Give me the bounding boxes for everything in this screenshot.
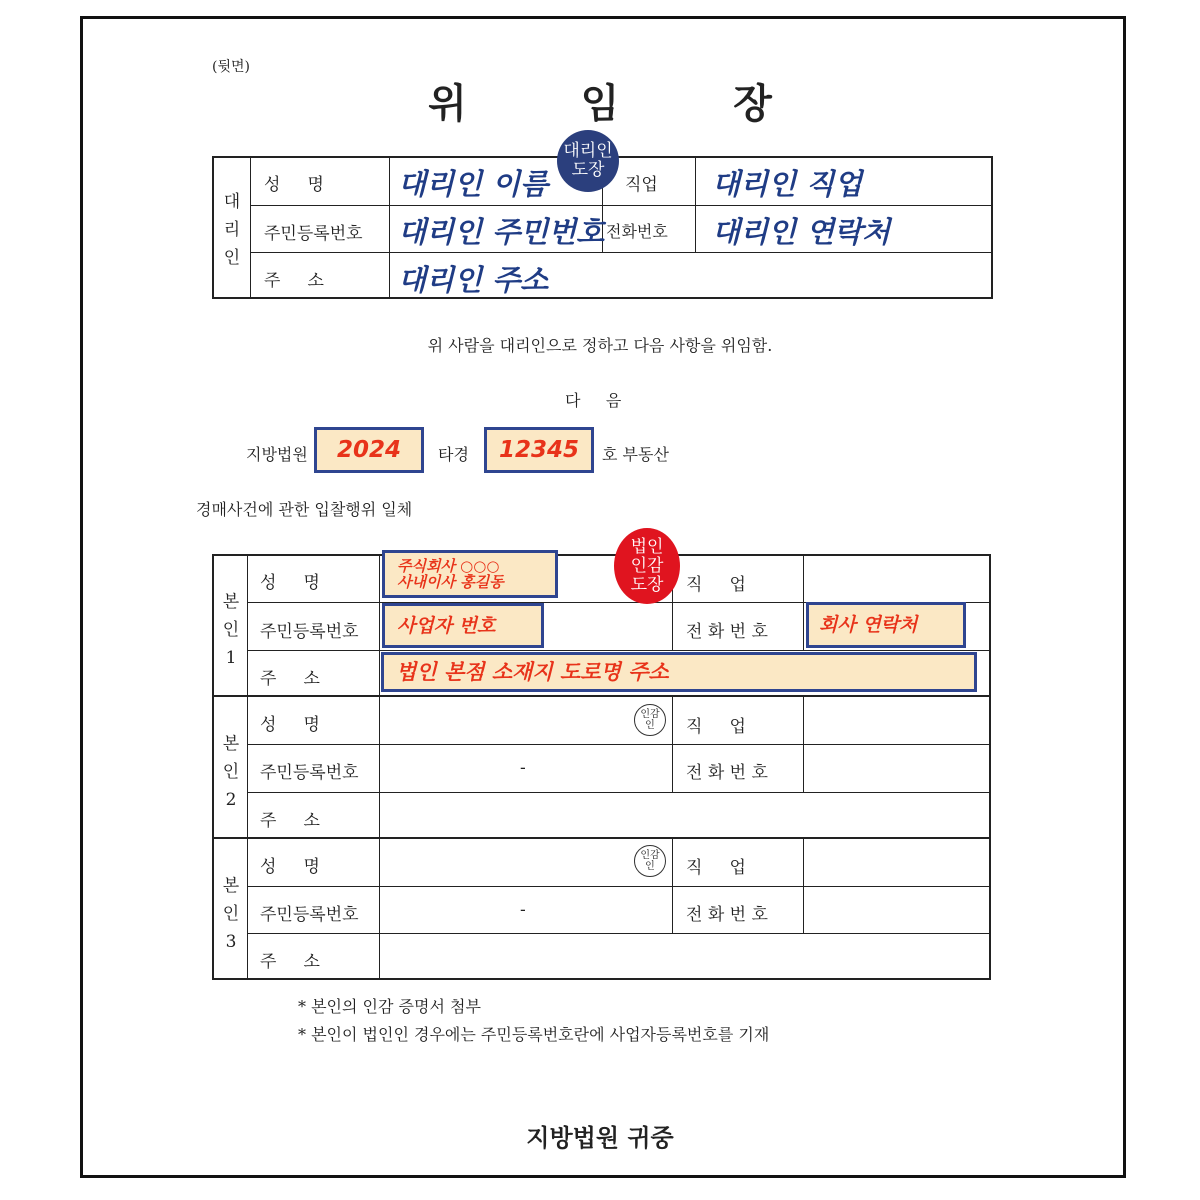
agent-name-label: 성 명 (264, 175, 324, 195)
agent-group-label: 대 리 인 (223, 192, 241, 268)
next-label: 다 음 (565, 391, 622, 410)
principal-2-name-label: 성 명 (260, 715, 320, 735)
principal-1-occupation-label: 직 업 (686, 575, 746, 595)
principal-2-group-label: 본 인 2 (222, 734, 240, 810)
seal-stamp-icon: 인감 인 (634, 845, 666, 877)
page-title: 위 임 장 (428, 80, 822, 127)
principal-1-phone-label: 전 화 번 호 (686, 622, 768, 642)
principal-3-occupation-label: 직 업 (686, 858, 746, 878)
principal-1-name-label: 성 명 (260, 573, 320, 593)
principal-1-rrn-field[interactable]: 사업자 번호 (382, 603, 544, 648)
agent-rrn-value[interactable]: 대리인 주민번호 (398, 215, 605, 249)
principal-2-rrn-label: 주민등록번호 (260, 763, 359, 783)
agent-address-label: 주 소 (264, 271, 324, 291)
corporate-seal: 법인 인감 도장 (614, 528, 680, 604)
agent-phone-value[interactable]: 대리인 연락처 (712, 215, 891, 249)
agent-occupation-value[interactable]: 대리인 직업 (712, 167, 863, 201)
case-suffix: 호 부동산 (602, 445, 669, 464)
principal-2-phone-label: 전 화 번 호 (686, 763, 768, 783)
principal-3-name-label: 성 명 (260, 857, 320, 877)
agent-name-value[interactable]: 대리인 이름 (398, 167, 549, 201)
principal-3-rrn-dash: - (520, 900, 526, 920)
footer-addressee: 지방법원 귀중 (526, 1123, 674, 1152)
principal-3-address-label: 주 소 (260, 952, 320, 972)
case-year-field[interactable]: 2024 (314, 427, 424, 473)
principal-1-name-field[interactable]: 주식회사 ○○○ 사내이사 홍길동 (382, 550, 558, 598)
principal-1-group-label: 본 인 1 (222, 592, 240, 668)
note-1: * 본인의 인감 증명서 첨부 (298, 997, 481, 1016)
principal-2-occupation-label: 직 업 (686, 717, 746, 737)
side-note: (뒷면) (212, 59, 250, 75)
principal-1-address-label: 주 소 (260, 669, 320, 689)
agent-phone-label: 전화번호 (606, 222, 668, 241)
principal-1-address-field[interactable]: 법인 본점 소재지 도로명 주소 (381, 652, 977, 692)
principal-3-group-label: 본 인 3 (222, 876, 240, 952)
agent-occupation-label: 직업 (625, 175, 658, 195)
principal-3-rrn-label: 주민등록번호 (260, 905, 359, 925)
agent-seal: 대리인 도장 (557, 130, 619, 192)
principal-3-phone-label: 전 화 번 호 (686, 905, 768, 925)
note-2: * 본인이 법인인 경우에는 주민등록번호란에 사업자등록번호를 기재 (298, 1025, 770, 1044)
seal-stamp-icon: 인감 인 (634, 704, 666, 736)
case-type-label: 타경 (438, 445, 469, 464)
principal-2-rrn-dash: - (520, 758, 526, 778)
court-label: 지방법원 (246, 445, 308, 464)
principal-1-phone-field[interactable]: 회사 연락처 (806, 602, 966, 648)
delegation-scope: 경매사건에 관한 입찰행위 일체 (196, 500, 413, 519)
case-number-field[interactable]: 12345 (484, 427, 594, 473)
delegation-statement: 위 사람을 대리인으로 정하고 다음 사항을 위임함. (427, 336, 773, 355)
principal-2-address-label: 주 소 (260, 811, 320, 831)
agent-rrn-label: 주민등록번호 (264, 224, 363, 244)
agent-address-value[interactable]: 대리인 주소 (398, 263, 549, 297)
principal-1-rrn-label: 주민등록번호 (260, 622, 359, 642)
